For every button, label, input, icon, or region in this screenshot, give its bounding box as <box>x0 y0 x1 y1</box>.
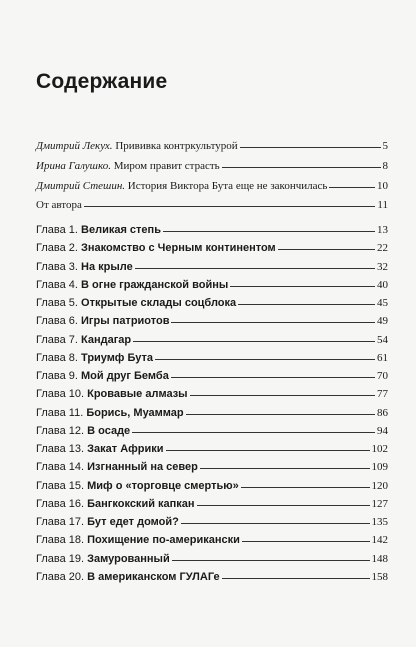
chapter-number: Глава 6. <box>36 315 78 328</box>
chapter-entry[interactable] <box>36 480 388 498</box>
entry-title: История Виктора Бута еще не закончилась <box>127 179 328 192</box>
chapter-number: Глава 13. <box>36 443 85 455</box>
chapter-number: Глава 3. <box>36 260 78 273</box>
page-title: Содержание <box>36 70 168 93</box>
chapter-title: Триумф Бута <box>81 351 153 364</box>
entry-author: Ирина Галушко. <box>36 159 111 172</box>
leader-line <box>197 505 370 506</box>
leader-line <box>171 322 375 323</box>
chapter-title: В огне гражданской войны <box>81 278 229 291</box>
chapter-entry[interactable] <box>36 516 388 534</box>
chapter-entry[interactable] <box>36 297 388 315</box>
chapter-title: Бут едет домой? <box>87 516 179 528</box>
toc-entry[interactable] <box>36 160 388 180</box>
chapter-title: Мой друг Бемба <box>81 370 169 382</box>
chapter-title: Великая степь <box>81 224 161 236</box>
leader-line <box>163 231 375 232</box>
chapter-number: Глава 8. <box>36 351 78 364</box>
leader-line <box>238 304 375 305</box>
leader-line <box>84 206 376 207</box>
chapter-page: 142 <box>371 534 388 547</box>
chapter-title: Открытые склады соцблока <box>81 297 237 309</box>
leader-line <box>155 359 375 360</box>
chapter-page: 94 <box>377 424 388 437</box>
entry-page: 8 <box>382 159 388 172</box>
leader-line <box>186 414 375 415</box>
chapter-entry[interactable] <box>36 334 388 352</box>
intro-list <box>36 140 388 219</box>
chapter-title: Бангкокский капкан <box>87 497 195 510</box>
leader-line <box>241 487 370 488</box>
chapter-title: Знакомство с Черным континентом <box>81 242 276 255</box>
chapter-entry[interactable] <box>36 407 388 425</box>
chapter-page: 127 <box>371 497 388 510</box>
chapter-entry[interactable] <box>36 534 388 552</box>
leader-line <box>230 286 375 287</box>
chapter-page: 61 <box>377 351 388 364</box>
chapter-entry[interactable] <box>36 242 388 260</box>
leader-line <box>181 523 370 524</box>
entry-title: От автора <box>36 199 82 212</box>
chapter-title: Миф о «торговце смертью» <box>87 479 239 492</box>
leader-line <box>172 560 370 561</box>
leader-line <box>166 450 370 451</box>
chapter-number: Глава 10. <box>36 388 85 401</box>
chapter-entry[interactable] <box>36 352 388 370</box>
chapter-page: 158 <box>371 570 388 583</box>
chapter-entry[interactable] <box>36 224 388 242</box>
chapter-page: 86 <box>377 406 388 419</box>
chapter-entry[interactable] <box>36 461 388 479</box>
toc-entry[interactable] <box>36 199 388 219</box>
chapter-title: В американском ГУЛАГе <box>87 570 220 583</box>
entry-page: 10 <box>377 179 388 192</box>
chapter-page: 77 <box>377 388 388 401</box>
chapter-page: 109 <box>371 461 388 474</box>
chapter-page: 148 <box>371 552 388 565</box>
chapter-title: Игры патриотов <box>81 315 170 328</box>
chapter-title: Похищение по-американски <box>87 534 240 547</box>
chapter-entry[interactable] <box>36 571 388 589</box>
chapter-number: Глава 19. <box>36 552 85 565</box>
leader-line <box>329 187 375 188</box>
chapter-number: Глава 16. <box>36 497 85 510</box>
entry-title: Прививка контркультурой <box>115 140 238 152</box>
toc-entry[interactable] <box>36 140 388 160</box>
chapter-entry[interactable] <box>36 425 388 443</box>
chapter-number: Глава 5. <box>36 297 78 309</box>
entry-author: Дмитрий Лекух. <box>36 140 113 152</box>
chapter-page: 22 <box>377 242 388 255</box>
chapter-title: Кровавые алмазы <box>87 388 188 401</box>
chapter-entry[interactable] <box>36 443 388 461</box>
chapter-number: Глава 4. <box>36 278 78 291</box>
chapter-page: 54 <box>377 333 388 346</box>
chapter-number: Глава 7. <box>36 333 78 346</box>
chapter-page: 135 <box>371 516 388 528</box>
chapter-entry[interactable] <box>36 315 388 333</box>
chapter-number: Глава 1. <box>36 224 78 236</box>
leader-line <box>190 395 375 396</box>
chapter-list <box>36 224 388 589</box>
chapter-entry[interactable] <box>36 388 388 406</box>
chapter-number: Глава 9. <box>36 370 78 382</box>
chapter-title: Закат Африки <box>87 443 164 455</box>
leader-line <box>171 377 375 378</box>
leader-line <box>133 341 375 342</box>
leader-line <box>132 432 375 433</box>
chapter-title: Замурованный <box>87 552 170 565</box>
entry-title: Миром правит страсть <box>113 159 220 172</box>
chapter-page: 102 <box>371 443 388 455</box>
chapter-entry[interactable] <box>36 370 388 388</box>
chapter-title: На крыле <box>81 260 133 273</box>
chapter-number: Глава 12. <box>36 424 85 437</box>
chapter-title: Кандагар <box>81 333 132 346</box>
leader-line <box>135 268 375 269</box>
chapter-page: 49 <box>377 315 388 328</box>
chapter-title: В осаде <box>87 424 131 437</box>
entry-author: Дмитрий Стешин. <box>36 179 126 192</box>
chapter-number: Глава 20. <box>36 570 85 583</box>
chapter-entry[interactable] <box>36 279 388 297</box>
chapter-page: 40 <box>377 278 388 291</box>
chapter-entry[interactable] <box>36 261 388 279</box>
leader-line <box>222 167 381 168</box>
leader-line <box>240 147 381 148</box>
chapter-entry[interactable] <box>36 553 388 571</box>
leader-line <box>200 468 370 469</box>
chapter-entry[interactable] <box>36 498 388 516</box>
chapter-page: 45 <box>377 297 388 309</box>
entry-page: 11 <box>377 199 388 212</box>
chapter-page: 32 <box>377 260 388 273</box>
toc-entry[interactable] <box>36 180 388 200</box>
leader-line <box>242 541 370 542</box>
chapter-page: 70 <box>377 370 388 382</box>
chapter-page: 120 <box>371 479 388 492</box>
chapter-number: Глава 17. <box>36 516 85 528</box>
chapter-number: Глава 11. <box>36 406 84 419</box>
chapter-number: Глава 14. <box>36 461 85 474</box>
chapter-page: 13 <box>377 224 388 236</box>
chapter-number: Глава 15. <box>36 479 85 492</box>
chapter-title: Борись, Муаммар <box>86 406 184 419</box>
leader-line <box>222 578 370 579</box>
chapter-number: Глава 18. <box>36 534 85 547</box>
leader-line <box>278 249 375 250</box>
chapter-number: Глава 2. <box>36 242 78 255</box>
chapter-title: Изгнанный на север <box>87 461 198 474</box>
entry-page: 5 <box>382 140 388 152</box>
